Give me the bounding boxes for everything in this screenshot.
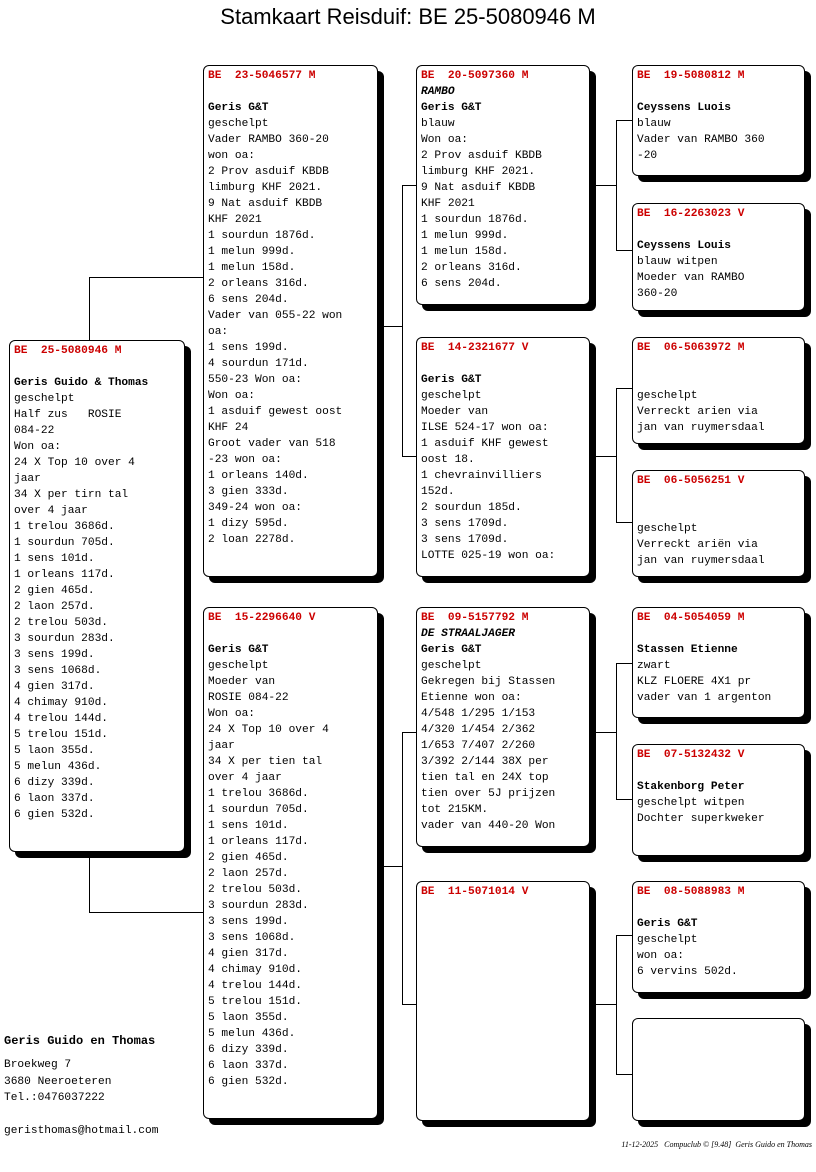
detail-line: 2 sourdun 185d. <box>421 502 522 514</box>
detail-line: 6 gien 532d. <box>208 1076 289 1088</box>
detail-line: 6 vervins 502d. <box>637 966 738 978</box>
detail-line: ILSE 524-17 won oa: <box>421 422 549 434</box>
ring-number: BE 06-5056251 V <box>637 475 745 487</box>
detail-line: 4 chimay 910d. <box>208 964 302 976</box>
detail-line: geschelpt <box>208 118 269 130</box>
detail-line: 24 X Top 10 over 4 <box>14 457 135 469</box>
detail-line: geschelpt <box>421 390 482 402</box>
detail-line: geschelpt <box>421 660 482 672</box>
detail-line: 1 melun 999d. <box>208 246 296 258</box>
owner-name <box>637 372 800 388</box>
detail-line: 349-24 won oa: <box>208 502 302 514</box>
pigeon-card-subject[interactable] <box>9 340 185 852</box>
connector-line <box>402 185 417 186</box>
detail-line: jaar <box>208 740 235 752</box>
breeder-city: 3680 Neeroeteren <box>4 1076 112 1088</box>
detail-line: tien tal en 24X top <box>421 772 549 784</box>
detail-line: -23 won oa: <box>208 454 282 466</box>
connector-line <box>402 185 403 457</box>
detail-line: Verreckt arien via <box>637 406 758 418</box>
ring-number: BE 04-5054059 M <box>637 612 745 624</box>
detail-line: Won oa: <box>208 708 255 720</box>
detail-line: 34 X per tien tal <box>208 756 323 768</box>
detail-line: jaar <box>14 473 41 485</box>
pigeon-details <box>208 658 373 1090</box>
detail-line: 34 X per tirn tal <box>14 489 129 501</box>
detail-line: 6 gien 532d. <box>14 809 95 821</box>
detail-line: 2 Prov asduif KBDB <box>421 150 542 162</box>
detail-line: 1 melun 158d. <box>208 262 296 274</box>
detail-line: 4 gien 317d. <box>14 681 95 693</box>
pigeon-card-father-mother[interactable] <box>416 337 590 577</box>
detail-line: 5 melun 436d. <box>208 1028 296 1040</box>
pigeon-details <box>637 795 800 827</box>
ring-number: BE 25-5080946 M <box>14 345 122 357</box>
detail-line: 550-23 Won oa: <box>208 374 302 386</box>
detail-line: 9 Nat asduif KBDB <box>421 182 536 194</box>
pigeon-card-fff[interactable] <box>632 65 805 176</box>
owner-name: Geris G&T <box>421 644 482 656</box>
detail-line: 2 laon 257d. <box>14 601 95 613</box>
detail-line: 4 chimay 910d. <box>14 697 108 709</box>
detail-line: 2 trelou 503d. <box>14 617 108 629</box>
breeder-phone: Tel.:0476037222 <box>4 1092 105 1104</box>
owner-name: Ceyssens Luois <box>637 102 731 114</box>
owner-name: Geris G&T <box>208 644 269 656</box>
connector-line <box>89 277 204 278</box>
pigeon-nickname: RAMBO <box>421 86 455 98</box>
connector-line <box>616 935 633 936</box>
detail-line: vader van 440-20 Won <box>421 820 556 832</box>
pigeon-details <box>637 521 800 569</box>
pigeon-card-mother-mother[interactable] <box>416 881 590 1121</box>
detail-line: 1 melun 158d. <box>421 246 509 258</box>
detail-line: 1 orleans 117d. <box>14 569 115 581</box>
detail-line: 6 sens 204d. <box>421 278 502 290</box>
pigeon-details <box>421 388 585 564</box>
pigeon-details <box>421 116 585 292</box>
detail-line: won oa: <box>637 950 684 962</box>
detail-line: 3 sens 1709d. <box>421 518 509 530</box>
connector-line <box>590 185 616 186</box>
detail-line: Won oa: <box>421 134 468 146</box>
owner-name: Geris Guido & Thomas <box>14 377 149 389</box>
ring-number: BE 06-5063972 M <box>637 342 745 354</box>
pigeon-details <box>208 116 373 548</box>
detail-line: 3/392 2/144 38X per <box>421 756 549 768</box>
connector-line <box>616 120 617 250</box>
detail-line: jan van ruymersdaal <box>637 422 765 434</box>
pigeon-details <box>637 932 800 980</box>
owner-name: Geris G&T <box>421 102 482 114</box>
ring-number: BE 08-5088983 M <box>637 886 745 898</box>
detail-line: 4 trelou 144d. <box>208 980 302 992</box>
detail-line: ROSIE 084-22 <box>208 692 289 704</box>
detail-line: 1 melun 999d. <box>421 230 509 242</box>
detail-line: 1 dizy 595d. <box>208 518 289 530</box>
detail-line: 6 sens 204d. <box>208 294 289 306</box>
detail-line: limburg KHF 2021. <box>421 166 536 178</box>
detail-line: geschelpt <box>637 523 698 535</box>
detail-line: 9 Nat asduif KBDB <box>208 198 323 210</box>
pigeon-card-fmm[interactable] <box>632 470 805 577</box>
detail-line: vader van 1 argenton <box>637 692 772 704</box>
pigeon-card-mfm[interactable] <box>632 744 805 856</box>
detail-line: KHF 2021 <box>421 198 475 210</box>
ring-number: BE 11-5071014 V <box>421 886 529 898</box>
detail-line: 1 sens 199d. <box>208 342 289 354</box>
connector-line <box>590 1004 616 1005</box>
detail-line: tien over 5J prijzen <box>421 788 556 800</box>
pigeon-details <box>421 658 585 834</box>
detail-line: blauw witpen <box>637 256 718 268</box>
breeder-name: Geris Guido en Thomas <box>4 1034 156 1048</box>
pigeon-card-mother-father[interactable] <box>416 607 590 847</box>
detail-line: 6 laon 337d. <box>208 1060 289 1072</box>
detail-line: 1 asduif gewest oost <box>208 406 343 418</box>
detail-line: Moeder van RAMBO <box>637 272 745 284</box>
connector-line <box>402 456 417 457</box>
ring-number: BE 09-5157792 M <box>421 612 529 624</box>
detail-line: 3 gien 333d. <box>208 486 289 498</box>
pigeon-card-father-father[interactable] <box>416 65 590 305</box>
connector-line <box>616 388 633 389</box>
detail-line: LOTTE 025-19 won oa: <box>421 550 556 562</box>
detail-line: 1 trelou 3686d. <box>208 788 309 800</box>
detail-line: 5 trelou 151d. <box>208 996 302 1008</box>
ring-number: BE 07-5132432 V <box>637 749 745 761</box>
detail-line: Gekregen bij Stassen <box>421 676 556 688</box>
detail-line: geschelpt <box>637 934 698 946</box>
owner-name: Geris G&T <box>421 374 482 386</box>
owner-name <box>637 505 800 521</box>
page-title: Stamkaart Reisduif: BE 25-5080946 M <box>220 4 596 29</box>
owner-name: Ceyssens Louis <box>637 240 731 252</box>
ring-number: BE 19-5080812 M <box>637 70 745 82</box>
detail-line: Groot vader van 518 <box>208 438 336 450</box>
detail-line: geschelpt <box>14 393 75 405</box>
detail-line: 1 chevrainvilliers <box>421 470 542 482</box>
detail-line: 4/548 1/295 1/153 <box>421 708 536 720</box>
pigeon-card-fmf[interactable] <box>632 337 805 444</box>
owner-name: Stakenborg Peter <box>637 781 745 793</box>
detail-line: zwart <box>637 660 671 672</box>
connector-line <box>616 799 633 800</box>
detail-line: 5 trelou 151d. <box>14 729 108 741</box>
connector-line <box>616 663 617 800</box>
detail-line: KLZ FLOERE 4X1 pr <box>637 676 752 688</box>
pigeon-card-mmf[interactable] <box>632 881 805 993</box>
owner-name: Geris G&T <box>208 102 269 114</box>
pigeon-card-father[interactable] <box>203 65 378 577</box>
detail-line: 1 trelou 3686d. <box>14 521 115 533</box>
detail-line: 6 dizy 339d. <box>14 777 95 789</box>
detail-line: -20 <box>637 150 658 162</box>
connector-line <box>402 732 417 733</box>
detail-line: Verreckt ariën via <box>637 539 758 551</box>
breeder-email[interactable]: geristhomas@hotmail.com <box>4 1125 159 1137</box>
detail-line: 3 sens 1709d. <box>421 534 509 546</box>
detail-line: Dochter superkweker <box>637 813 765 825</box>
connector-line <box>616 935 617 1075</box>
detail-line: 1 sourdun 705d. <box>14 537 115 549</box>
pigeon-nickname: DE STRAALJAGER <box>421 628 515 640</box>
pigeon-card-mff[interactable] <box>632 607 805 718</box>
detail-line: geschelpt <box>208 660 269 672</box>
detail-line: 4 sourdun 171d. <box>208 358 309 370</box>
detail-line: over 4 jaar <box>208 772 282 784</box>
pigeon-details <box>637 388 800 436</box>
detail-line: 1 sourdun 1876d. <box>208 230 316 242</box>
pigeon-card-mother[interactable] <box>203 607 378 1119</box>
connector-line <box>616 120 633 121</box>
connector-line <box>89 912 204 913</box>
detail-line: over 4 jaar <box>14 505 88 517</box>
pigeon-card-ffm[interactable] <box>632 203 805 311</box>
detail-line: Moeder van <box>208 676 276 688</box>
detail-line: Vader RAMBO 360-20 <box>208 134 329 146</box>
breeder-street: Broekweg 7 <box>4 1059 72 1071</box>
detail-line: limburg KHF 2021. <box>208 182 323 194</box>
detail-line: 1 asduif KHF gewest <box>421 438 549 450</box>
detail-line: geschelpt <box>637 390 698 402</box>
detail-line: 360-20 <box>637 288 678 300</box>
detail-line: 5 laon 355d. <box>14 745 95 757</box>
detail-line: 1 sens 101d. <box>14 553 95 565</box>
detail-line: 6 dizy 339d. <box>208 1044 289 1056</box>
detail-line: jan van ruymersdaal <box>637 555 765 567</box>
detail-line: 1 sourdun 705d. <box>208 804 309 816</box>
detail-line: 2 Prov asduif KBDB <box>208 166 329 178</box>
detail-line: 1 orleans 117d. <box>208 836 309 848</box>
detail-line: 2 laon 257d. <box>208 868 289 880</box>
detail-line: 3 sens 199d. <box>208 916 289 928</box>
connector-line <box>616 388 617 523</box>
connector-line <box>89 852 90 912</box>
detail-line: 6 laon 337d. <box>14 793 95 805</box>
detail-line: blauw <box>421 118 455 130</box>
ring-number: BE 16-2263023 V <box>637 208 745 220</box>
connector-line <box>402 732 403 1005</box>
detail-line: 5 melun 436d. <box>14 761 102 773</box>
owner-name: Stassen Etienne <box>637 644 738 656</box>
ring-number: BE 20-5097360 M <box>421 70 529 82</box>
detail-line: oost 18. <box>421 454 475 466</box>
detail-line: 2 loan 2278d. <box>208 534 296 546</box>
pigeon-details <box>637 116 800 164</box>
detail-line: 1/653 7/407 2/260 <box>421 740 536 752</box>
detail-line: 152d. <box>421 486 455 498</box>
detail-line: Vader van RAMBO 360 <box>637 134 765 146</box>
connector-line <box>616 663 633 664</box>
connector-line <box>89 277 90 340</box>
connector-line <box>616 250 633 251</box>
detail-line: KHF 2021 <box>208 214 262 226</box>
pigeon-details <box>14 391 180 823</box>
detail-line: 4 trelou 144d. <box>14 713 108 725</box>
detail-line: 2 orleans 316d. <box>208 278 309 290</box>
detail-line: 4/320 1/454 2/362 <box>421 724 536 736</box>
connector-line <box>590 732 616 733</box>
detail-line: 084-22 <box>14 425 55 437</box>
detail-line: 1 sourdun 1876d. <box>421 214 529 226</box>
detail-line: 1 orleans 140d. <box>208 470 309 482</box>
detail-line: KHF 24 <box>208 422 249 434</box>
detail-line: Moeder van <box>421 406 489 418</box>
pigeon-card-mmm[interactable] <box>632 1018 805 1121</box>
pigeon-details <box>637 658 800 706</box>
detail-line: 3 sens 199d. <box>14 649 95 661</box>
detail-line: geschelpt witpen <box>637 797 745 809</box>
detail-line: 1 sens 101d. <box>208 820 289 832</box>
detail-line: 3 sens 1068d. <box>14 665 102 677</box>
detail-line: 5 laon 355d. <box>208 1012 289 1024</box>
ring-number: BE 23-5046577 M <box>208 70 316 82</box>
print-info: 11-12-2025 Compuclub © [9.48] Geris Guido en Thomas <box>621 1140 812 1149</box>
detail-line: 24 X Top 10 over 4 <box>208 724 329 736</box>
owner-name: Geris G&T <box>637 918 698 930</box>
detail-line: Etienne won oa: <box>421 692 522 704</box>
detail-line: 3 sourdun 283d. <box>208 900 309 912</box>
detail-line: 2 gien 465d. <box>14 585 95 597</box>
detail-line: 3 sourdun 283d. <box>14 633 115 645</box>
detail-line: 3 sens 1068d. <box>208 932 296 944</box>
connector-line <box>616 522 633 523</box>
detail-line: 4 gien 317d. <box>208 948 289 960</box>
detail-line: Vader van 055-22 won <box>208 310 343 322</box>
detail-line: tot 215KM. <box>421 804 489 816</box>
detail-line: Half zus ROSIE <box>14 409 122 421</box>
detail-line: oa: <box>208 326 229 338</box>
ring-number: BE 14-2321677 V <box>421 342 529 354</box>
detail-line: won oa: <box>208 150 255 162</box>
detail-line: Won oa: <box>14 441 61 453</box>
detail-line: 2 gien 465d. <box>208 852 289 864</box>
pigeon-details <box>637 254 800 302</box>
detail-line: 2 orleans 316d. <box>421 262 522 274</box>
detail-line: blauw <box>637 118 671 130</box>
ring-number: BE 15-2296640 V <box>208 612 316 624</box>
detail-line: 2 trelou 503d. <box>208 884 302 896</box>
detail-line: Won oa: <box>208 390 255 402</box>
connector-line <box>378 866 402 867</box>
connector-line <box>378 326 402 327</box>
connector-line <box>402 1004 417 1005</box>
connector-line <box>590 456 616 457</box>
connector-line <box>616 1074 633 1075</box>
